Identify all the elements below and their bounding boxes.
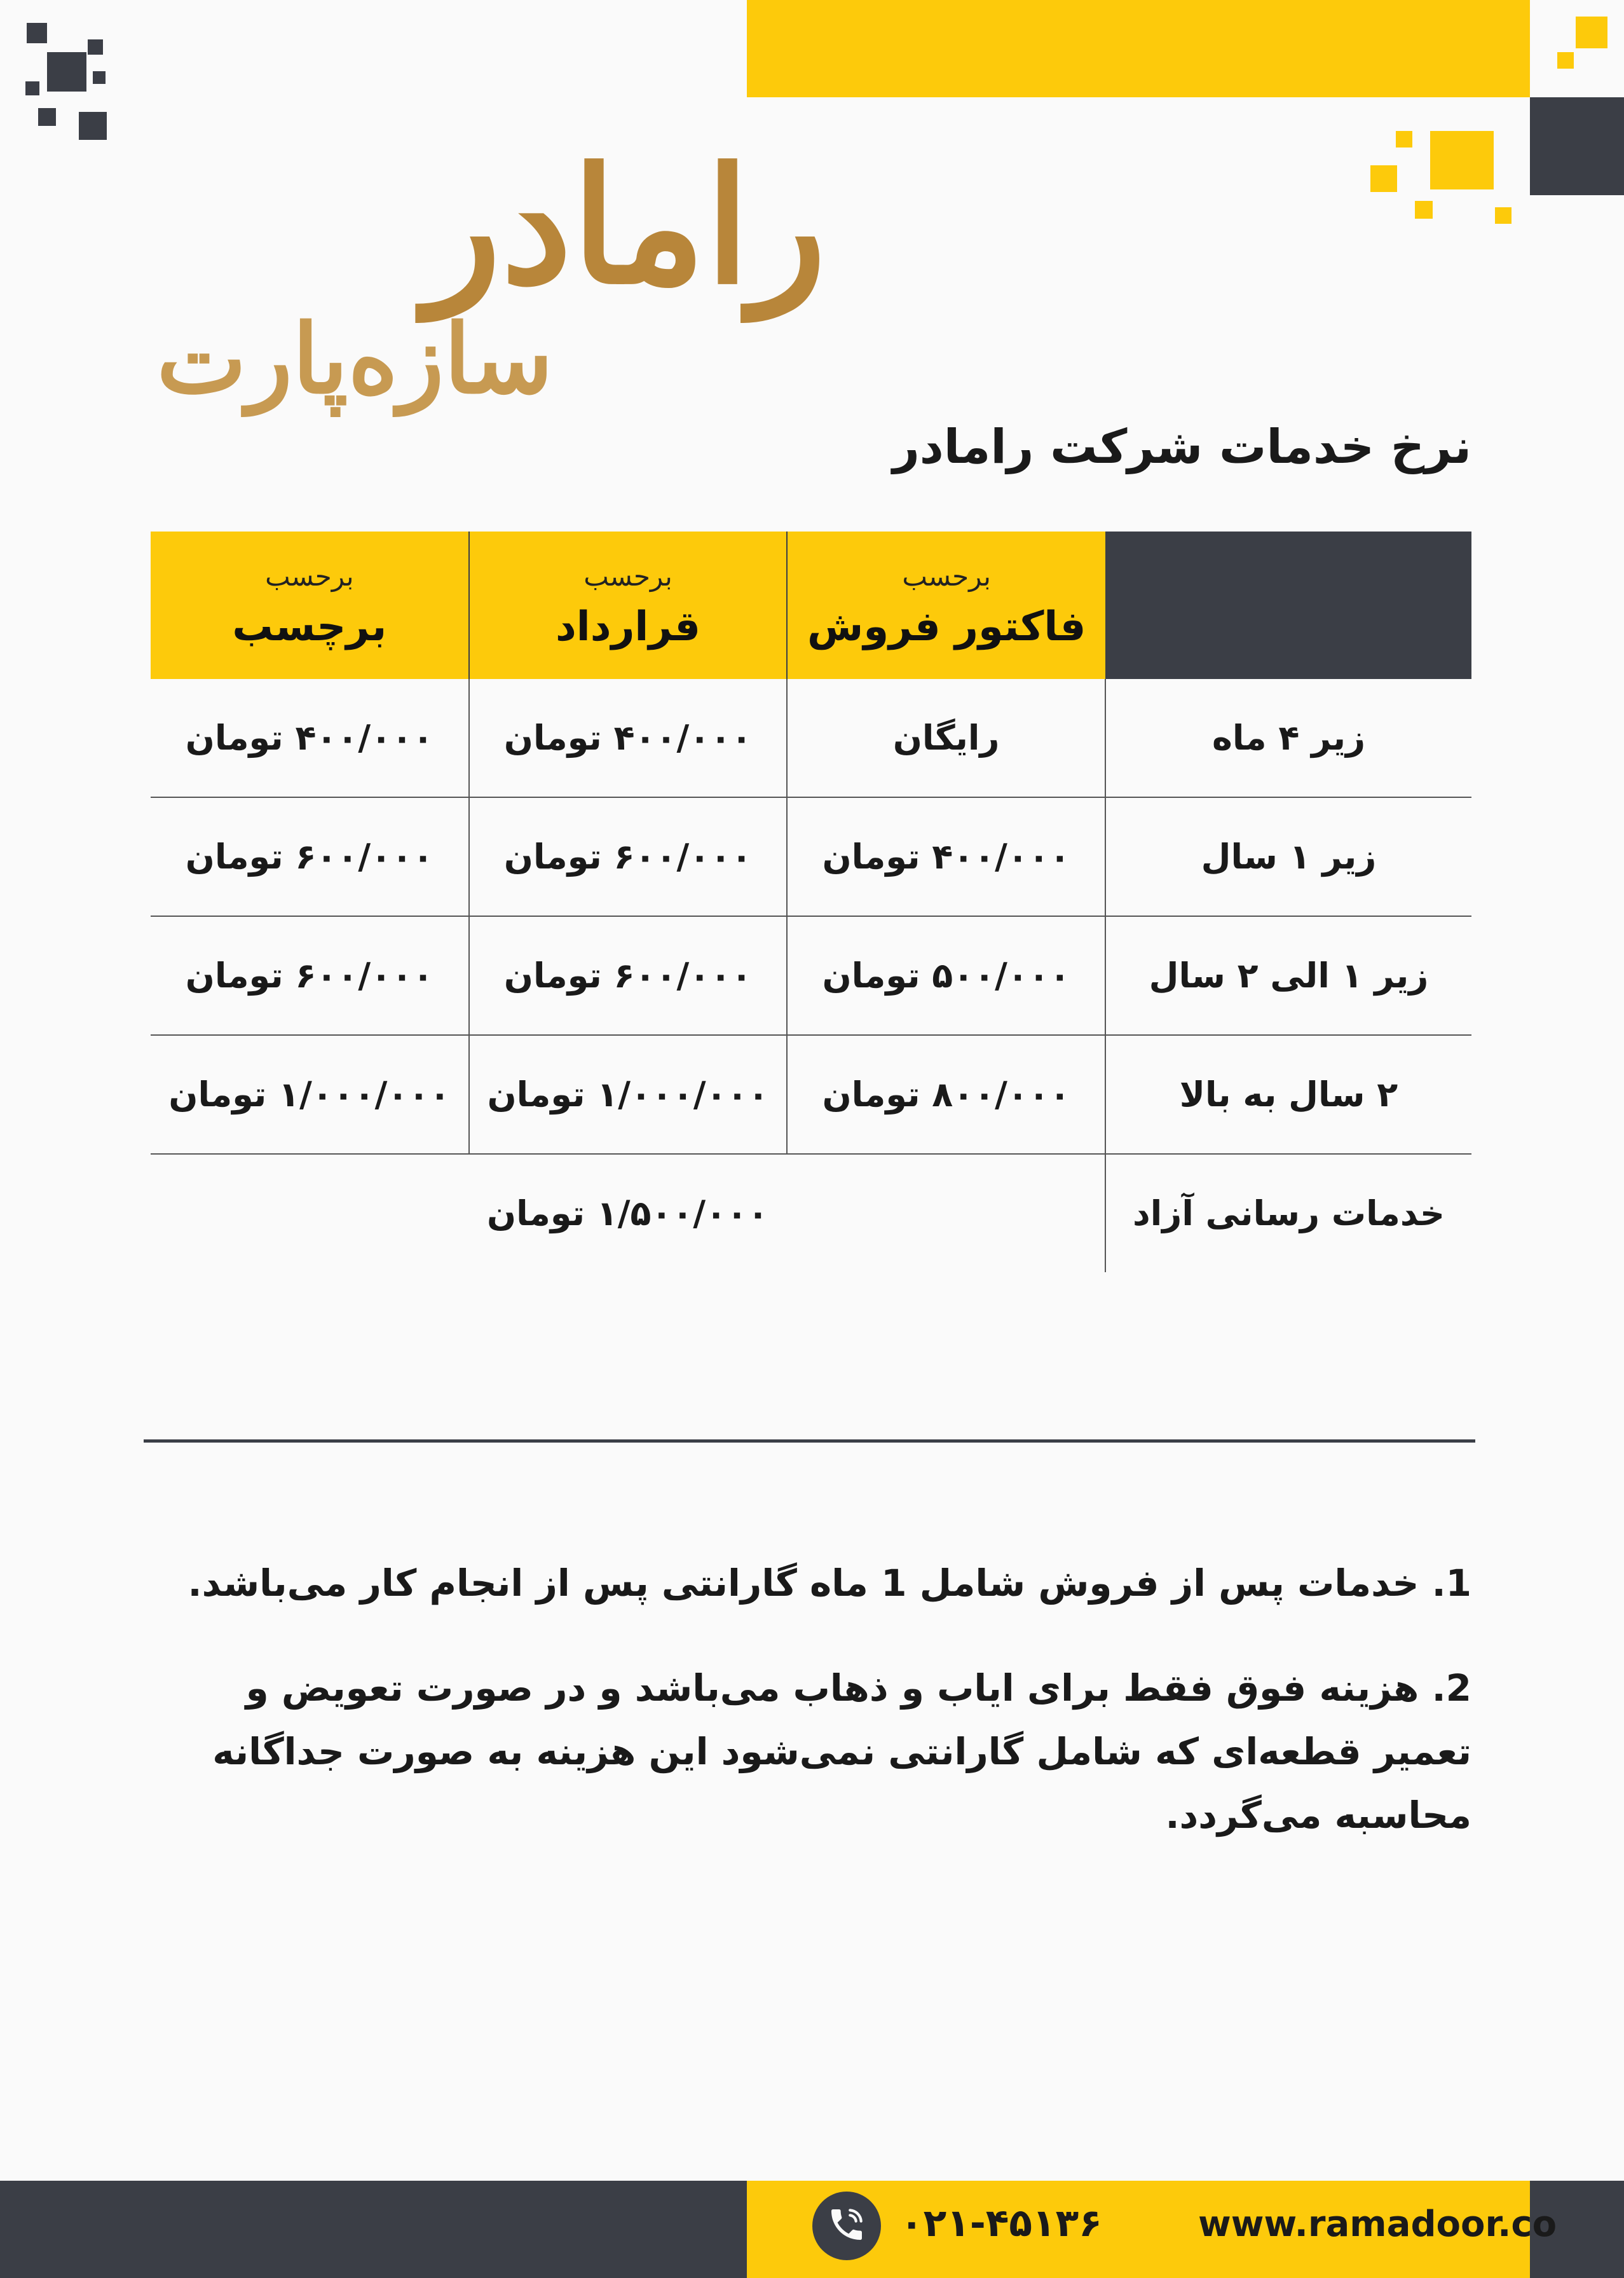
price-cell: ۱/۰۰۰/۰۰۰ تومان [469, 1035, 788, 1154]
table-row [151, 916, 1471, 1035]
table-row [151, 679, 1471, 797]
column-header-title: فاکتور فروش [807, 603, 1086, 650]
brand-logo-sub: سازه‌پارت [156, 303, 553, 415]
row-label: زیر ۱ سال [1105, 797, 1471, 916]
table-row [151, 1035, 1471, 1154]
header-dark-block [1530, 97, 1624, 195]
row-label: ۲ سال به بالا [1105, 1035, 1471, 1154]
table-corner-cell [1105, 532, 1471, 679]
column-header-title: برچسب [232, 603, 387, 650]
column-header-small: برحسب [902, 560, 991, 592]
column-header-small: برحسب [583, 560, 672, 592]
section-divider [144, 1439, 1475, 1443]
price-cell: ۶۰۰/۰۰۰ تومان [469, 797, 788, 916]
rates-table [151, 532, 1471, 1272]
note-1: 1. خدمات پس از فروش شامل 1 ماه گارانتی پس از انجام کار می‌باشد. [188, 1561, 1471, 1605]
price-cell: ۶۰۰/۰۰۰ تومان [151, 797, 469, 916]
column-header-label [151, 532, 469, 679]
column-header-contract [469, 532, 788, 679]
price-cell: ۱/۵۰۰/۰۰۰ تومان [151, 1154, 1105, 1272]
row-label: زیر ۴ ماه [1105, 679, 1471, 797]
brand-logo-main: رامادر [424, 132, 826, 319]
price-cell: ۵۰۰/۰۰۰ تومان [787, 916, 1105, 1035]
phone-number[interactable]: ۰۲۱-۴۵۱۳۶ [900, 2201, 1102, 2246]
row-label: زیر ۱ الی ۲ سال [1105, 916, 1471, 1035]
column-header-title: قرارداد [555, 603, 701, 650]
website-link[interactable]: www.ramadoor.co [1198, 2204, 1557, 2245]
price-cell: ۶۰۰/۰۰۰ تومان [151, 916, 469, 1035]
column-header-invoice [787, 532, 1105, 679]
price-cell: ۱/۰۰۰/۰۰۰ تومان [151, 1035, 469, 1154]
price-cell: ۶۰۰/۰۰۰ تومان [469, 916, 788, 1035]
table-row-free-service [151, 1154, 1471, 1272]
table-row [151, 797, 1471, 916]
price-cell: ۴۰۰/۰۰۰ تومان [787, 797, 1105, 916]
price-cell: ۴۰۰/۰۰۰ تومان [469, 679, 788, 797]
price-cell: ۴۰۰/۰۰۰ تومان [151, 679, 469, 797]
phone-button[interactable] [812, 2192, 881, 2260]
column-header-small: برحسب [265, 560, 354, 592]
header-yellow-bar [747, 0, 1530, 97]
price-cell: ۸۰۰/۰۰۰ تومان [787, 1035, 1105, 1154]
page-title: نرخ خدمات شرکت رامادر [892, 420, 1471, 474]
row-label: خدمات رسانی آزاد [1133, 1193, 1445, 1233]
note-2: 2. هزینه فوق فقط برای ایاب و ذهاب می‌باشد و در صورت تعویض و تعمیر قطعه‌ای که شامل گارانتی نمی‌شود این هزینه به صورت جداگانه محاسبه می‌گردد. [212, 1666, 1471, 1837]
phone-icon [826, 2204, 867, 2247]
table-header-row [151, 532, 1471, 679]
price-cell: رایگان [787, 679, 1105, 797]
